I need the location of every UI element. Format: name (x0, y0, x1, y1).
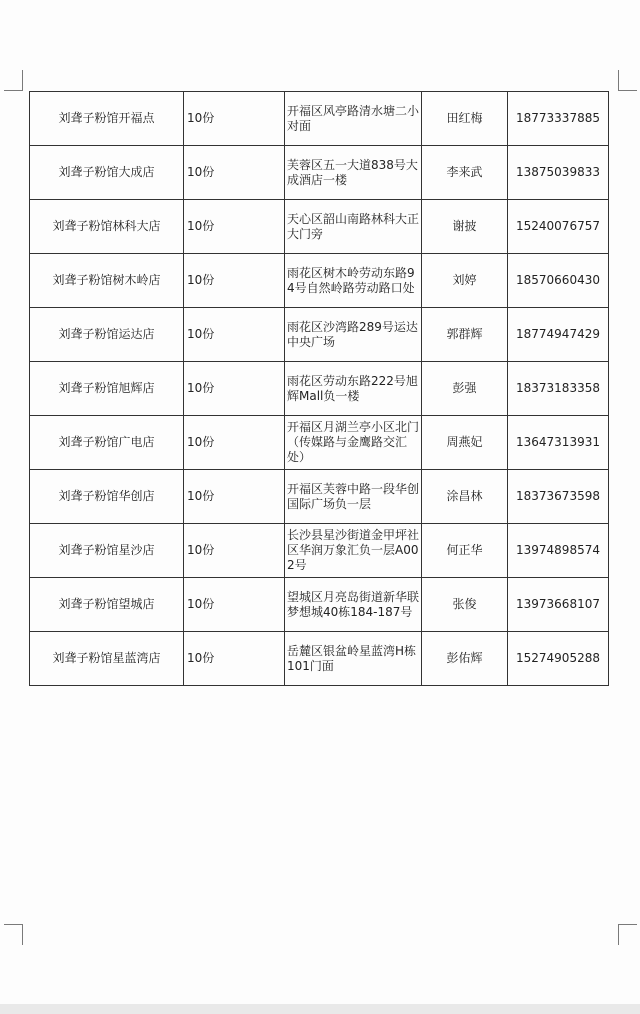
phone-cell: 13875039833 (508, 146, 609, 200)
quantity-cell: 10份 (184, 578, 285, 632)
store-table (29, 91, 609, 686)
phone-cell: 15274905288 (508, 632, 609, 686)
address-cell: 雨花区树木岭劳动东路94号自然岭路劳动路口处 (285, 254, 422, 308)
contact-cell: 彭强 (422, 362, 508, 416)
address-cell: 开福区芙蓉中路一段华创国际广场负一层 (285, 470, 422, 524)
store-name-cell: 刘聋子粉馆树木岭店 (30, 254, 184, 308)
phone-cell: 18373673598 (508, 470, 609, 524)
store-name-cell: 刘聋子粉馆华创店 (30, 470, 184, 524)
bottom-edge-strip (0, 1004, 640, 1014)
quantity-cell: 10份 (184, 92, 285, 146)
contact-cell: 刘婷 (422, 254, 508, 308)
contact-cell: 郭群辉 (422, 308, 508, 362)
crop-mark-bottom-left (4, 924, 23, 945)
contact-cell: 谢披 (422, 200, 508, 254)
store-name-cell: 刘聋子粉馆运达店 (30, 308, 184, 362)
table-row (30, 362, 609, 416)
table-row (30, 146, 609, 200)
quantity-cell: 10份 (184, 470, 285, 524)
phone-cell: 13974898574 (508, 524, 609, 578)
phone-cell: 15240076757 (508, 200, 609, 254)
address-cell: 雨花区沙湾路289号运达中央广场 (285, 308, 422, 362)
contact-cell: 李来武 (422, 146, 508, 200)
contact-cell: 彭佑辉 (422, 632, 508, 686)
quantity-cell: 10份 (184, 200, 285, 254)
table-row (30, 308, 609, 362)
table-row (30, 578, 609, 632)
phone-cell: 18774947429 (508, 308, 609, 362)
contact-cell: 涂昌林 (422, 470, 508, 524)
address-cell: 开福区风亭路清水塘二小对面 (285, 92, 422, 146)
quantity-cell: 10份 (184, 254, 285, 308)
store-name-cell: 刘聋子粉馆旭辉店 (30, 362, 184, 416)
quantity-cell: 10份 (184, 524, 285, 578)
phone-cell: 13973668107 (508, 578, 609, 632)
crop-mark-top-left (4, 70, 23, 91)
contact-cell: 田红梅 (422, 92, 508, 146)
quantity-cell: 10份 (184, 146, 285, 200)
address-cell: 芙蓉区五一大道838号大成酒店一楼 (285, 146, 422, 200)
quantity-cell: 10份 (184, 308, 285, 362)
store-name-cell: 刘聋子粉馆星沙店 (30, 524, 184, 578)
store-name-cell: 刘聋子粉馆大成店 (30, 146, 184, 200)
table-row (30, 92, 609, 146)
phone-cell: 18373183358 (508, 362, 609, 416)
contact-cell: 何正华 (422, 524, 508, 578)
contact-cell: 周燕妃 (422, 416, 508, 470)
table-row (30, 416, 609, 470)
quantity-cell: 10份 (184, 632, 285, 686)
table-row (30, 470, 609, 524)
table-row (30, 632, 609, 686)
phone-cell: 18570660430 (508, 254, 609, 308)
crop-mark-bottom-right (618, 924, 637, 945)
store-name-cell: 刘聋子粉馆星蓝湾店 (30, 632, 184, 686)
address-cell: 望城区月亮岛街道新华联梦想城40栋184-187号 (285, 578, 422, 632)
store-name-cell: 刘聋子粉馆广电店 (30, 416, 184, 470)
quantity-cell: 10份 (184, 362, 285, 416)
address-cell: 岳麓区银盆岭星蓝湾H栋101门面 (285, 632, 422, 686)
address-cell: 开福区月湖兰亭小区北门（传媒路与金鹰路交汇处） (285, 416, 422, 470)
table-row (30, 200, 609, 254)
table-row (30, 254, 609, 308)
table-row (30, 524, 609, 578)
address-cell: 天心区韶山南路林科大正大门旁 (285, 200, 422, 254)
store-name-cell: 刘聋子粉馆望城店 (30, 578, 184, 632)
quantity-cell: 10份 (184, 416, 285, 470)
address-cell: 长沙县星沙街道金甲坪社区华润万象汇负一层A002号 (285, 524, 422, 578)
phone-cell: 18773337885 (508, 92, 609, 146)
store-name-cell: 刘聋子粉馆林科大店 (30, 200, 184, 254)
address-cell: 雨花区劳动东路222号旭辉Mall负一楼 (285, 362, 422, 416)
store-name-cell: 刘聋子粉馆开福点 (30, 92, 184, 146)
crop-mark-top-right (618, 70, 637, 91)
phone-cell: 13647313931 (508, 416, 609, 470)
contact-cell: 张俊 (422, 578, 508, 632)
